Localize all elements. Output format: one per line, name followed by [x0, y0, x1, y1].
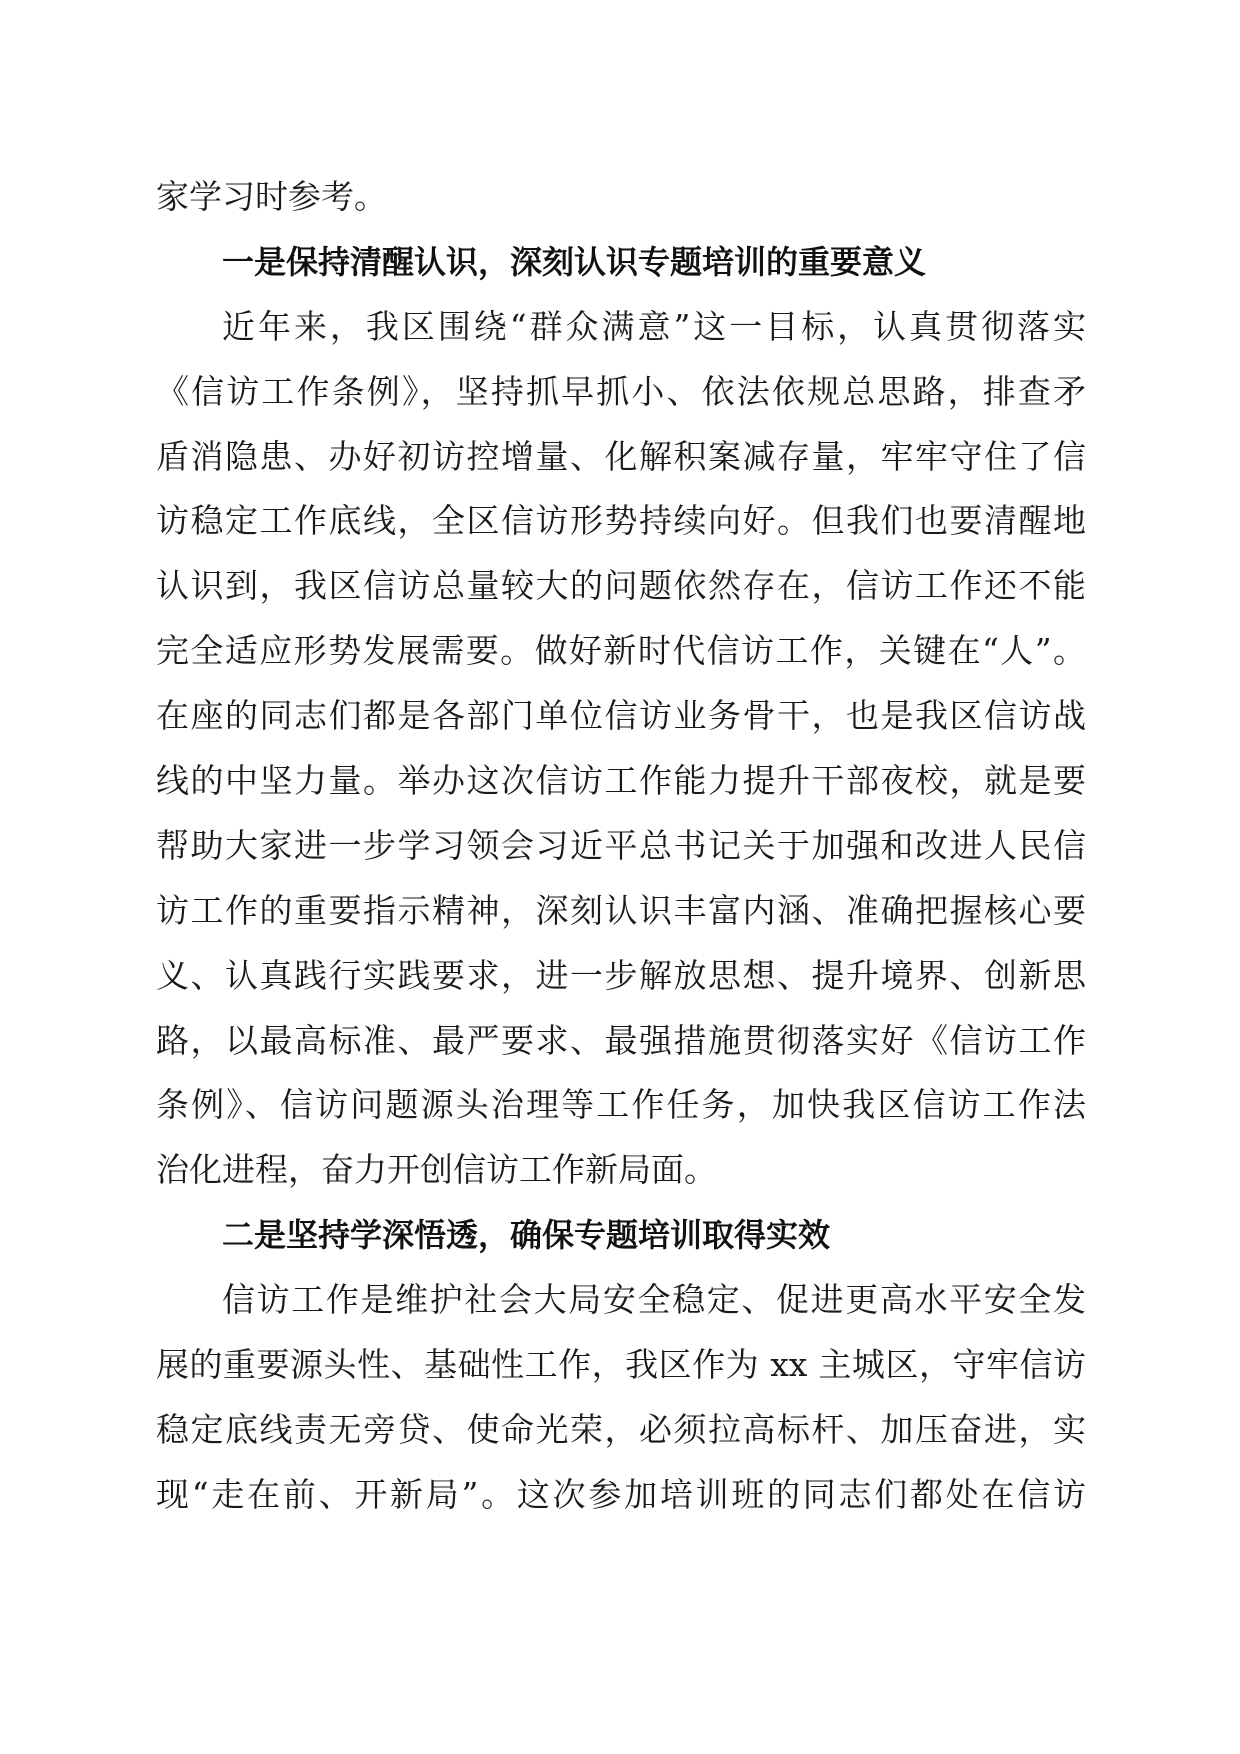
document-page [156, 165, 1086, 1528]
text-line: 《信访工作条例》，坚持抓早抓小、依法依规总思路，排查矛 [156, 371, 1086, 411]
text-line: 完全适应形势发展需要。做好新时代信访工作，关键在“人”。 [156, 631, 1086, 671]
text-line: 线的中坚力量。举办这次信访工作能力提升干部夜校，就是要 [156, 761, 1086, 801]
text-line: 帮助大家进一步学习领会习近平总书记关于加强和改进人民信 [156, 825, 1086, 865]
paragraph-last-line: 治化进程，奋力开创信访工作新局面。 [156, 1150, 717, 1190]
text-line: 盾消隐患、办好初访控增量、化解积案减存量，牢牢守住了信 [156, 436, 1086, 476]
paragraph-first-line: 信访工作是维护社会大局安全稳定、促进更高水平安全发 [222, 1280, 1086, 1320]
text-line: 访工作的重要指示精神，深刻认识丰富内涵、准确把握核心要 [156, 890, 1086, 930]
text-line: 展的重要源头性、基础性工作，我区作为 xx 主城区，守牢信访 [156, 1345, 1086, 1385]
text-line: 路，以最高标准、最严要求、最强措施贯彻落实好《信访工作 [156, 1020, 1086, 1060]
text-line: 访稳定工作底线，全区信访形势持续向好。但我们也要清醒地 [156, 501, 1086, 541]
text-line: 条例》、信访问题源头治理等工作任务，加快我区信访工作法 [156, 1085, 1086, 1125]
section-heading-1: 一是保持清醒认识，深刻认识专题培训的重要意义 [222, 242, 927, 281]
text-line: 认识到，我区信访总量较大的问题依然存在，信访工作还不能 [156, 566, 1086, 606]
section-heading-2: 二是坚持学深悟透，确保专题培训取得实效 [222, 1216, 831, 1255]
text-line: 在座的同志们都是各部门单位信访业务骨干，也是我区信访战 [156, 696, 1086, 736]
paragraph-first-line: 近年来，我区围绕“群众满意”这一目标，认真贯彻落实 [222, 306, 1086, 346]
text-line: 现“走在前、开新局”。这次参加培训班的同志们都处在信访 [156, 1474, 1086, 1514]
text-line: 稳定底线责无旁贷、使命光荣，必须拉高标杆、加压奋进，实 [156, 1409, 1086, 1449]
text-line: 义、认真践行实践要求，进一步解放思想、提升境界、创新思 [156, 955, 1086, 995]
text-line: 家学习时参考。 [156, 177, 387, 216]
